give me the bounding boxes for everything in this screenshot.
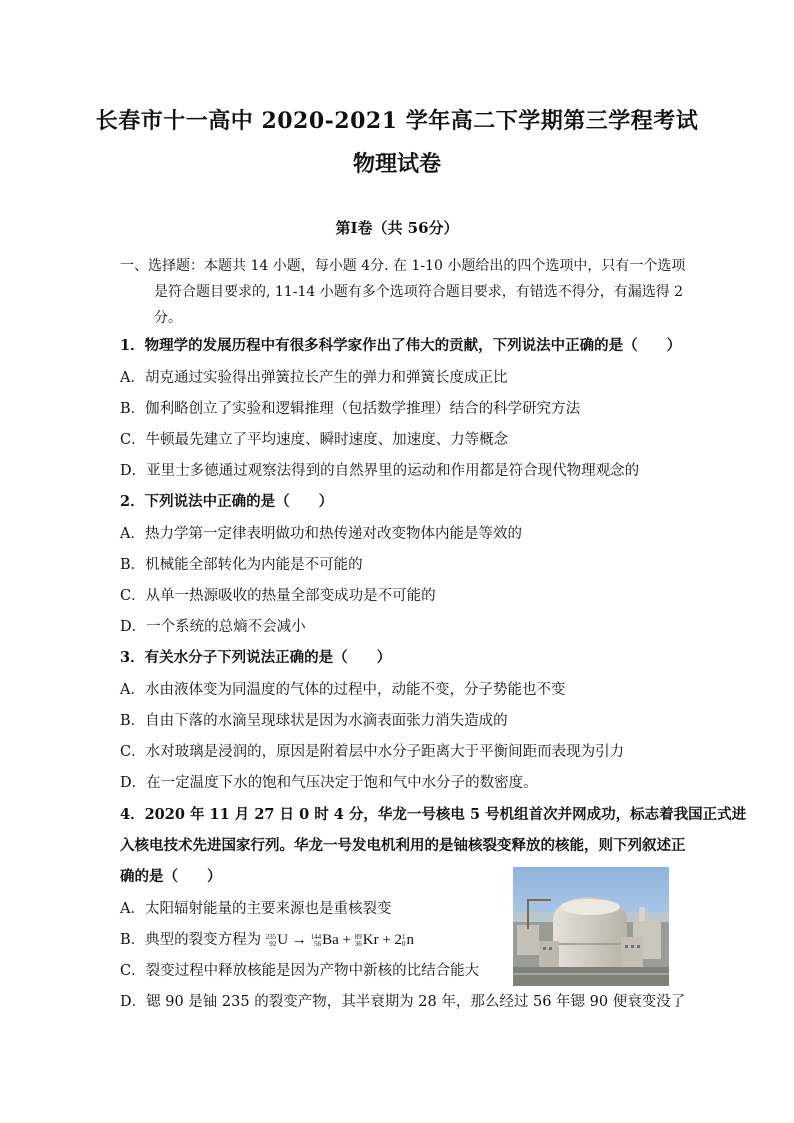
nuclide-symbol: U	[277, 932, 289, 948]
question-3-option-d: D．在一定温度下水的饱和气压决定于饱和气中水分子的数密度。	[120, 775, 538, 791]
nuclear-plant-illustration	[513, 867, 669, 986]
question-3-stem: 3．有关水分子下列说法正确的是（ ）	[120, 649, 392, 666]
nuclide-indices: 1 0	[402, 932, 406, 948]
nuclide-symbol: Kr	[362, 932, 379, 948]
question-2-option-a: A．热力学第一定律表明做功和热传递对改变物体内能是等效的	[120, 526, 522, 542]
question-1-option-d: D．亚里士多德通过观察法得到的自然界里的运动和作用都是符合现代物理观念的	[120, 463, 640, 479]
question-4-option-d: D．锶 90 是铀 235 的裂变产物，其半衰期为 28 年，那么经过 56 年锶 90 便衰变没了	[120, 994, 686, 1010]
nuclear-plant-photo	[513, 867, 669, 986]
nuclide-indices: 235 92	[265, 932, 277, 948]
instruction-line: 分。	[154, 310, 182, 326]
nuclide-symbol: Ba	[322, 932, 339, 948]
question-1-stem: 1．物理学的发展历程中有很多科学家作出了伟大的贡献，下列说法中正确的是（ ）	[120, 337, 682, 354]
question-1-option-b: B．伽利略创立了实验和逻辑推理（包括数学推理）结合的科学研究方法	[120, 401, 581, 417]
nuclide-symbol: n	[406, 932, 415, 948]
question-4-stem-line: 4．2020 年 11 月 27 日 0 时 4 分，华龙一号核电 5 号机组首次并网成功，标志着我国正式进	[120, 806, 747, 823]
question-2-option-c: C．从单一热源吸收的热量全部变成功是不可能的	[120, 588, 436, 604]
question-4-stem-line: 确的是（ ）	[120, 868, 222, 885]
question-4-option-b	[120, 928, 414, 949]
option-b-prefix: B．典型的裂变方程为	[120, 932, 262, 948]
plus-sign: +	[382, 932, 391, 948]
section-heading: 第Ⅰ卷（共 56分）	[335, 219, 459, 237]
reaction-arrow: →	[291, 932, 307, 948]
nuclide-indices: 89 36	[354, 932, 362, 948]
question-4-option-c: C．裂变过程中释放核能是因为产物中新核的比结合能大	[120, 963, 480, 979]
question-1-option-c: C．牛顿最先建立了平均速度、瞬时速度、加速度、力等概念	[120, 432, 509, 448]
question-4-option-a: A．太阳辐射能量的主要来源也是重核裂变	[120, 901, 392, 917]
question-2-option-d: D．一个系统的总熵不会减小	[120, 619, 306, 635]
question-4-stem-line: 入核电技术先进国家行列。华龙一号发电机利用的是铀核裂变释放的核能，则下列叙述正	[120, 837, 686, 854]
coefficient: 2	[394, 932, 403, 948]
instruction-line: 一、选择题：本题共 14 小题，每小题 4分. 在 1-10 小题给出的四个选项中，只有一个选项	[120, 258, 686, 274]
fission-equation	[266, 932, 414, 948]
exam-subtitle: 物理试卷	[352, 151, 441, 177]
question-3-option-a: A．水由液体变为同温度的气体的过程中，动能不变，分子势能也不变	[120, 682, 566, 698]
question-1-option-a: A．胡克通过实验得出弹簧拉长产生的弹力和弹簧长度成正比	[120, 370, 508, 386]
nuclide-indices: 144 56	[310, 932, 322, 948]
question-2-stem: 2．下列说法中正确的是（ ）	[120, 493, 334, 510]
exam-title: 长春市十一高中 2020-2021 学年高二下学期第三学程考试	[95, 108, 699, 134]
section-instructions	[120, 253, 686, 331]
question-2-option-b: B．机械能全部转化为内能是不可能的	[120, 557, 363, 573]
plus-sign: +	[342, 932, 351, 948]
question-3-option-c: C．水对玻璃是浸润的，原因是附着层中水分子距离大于平衡间距而表现为引力	[120, 744, 625, 760]
instruction-line: 是符合题目要求的, 11-14 小题有多个选项符合题目要求，有错选不得分，有漏选得 2	[154, 284, 684, 300]
question-3-option-b: B．自由下落的水滴呈现球状是因为水滴表面张力消失造成的	[120, 713, 508, 729]
